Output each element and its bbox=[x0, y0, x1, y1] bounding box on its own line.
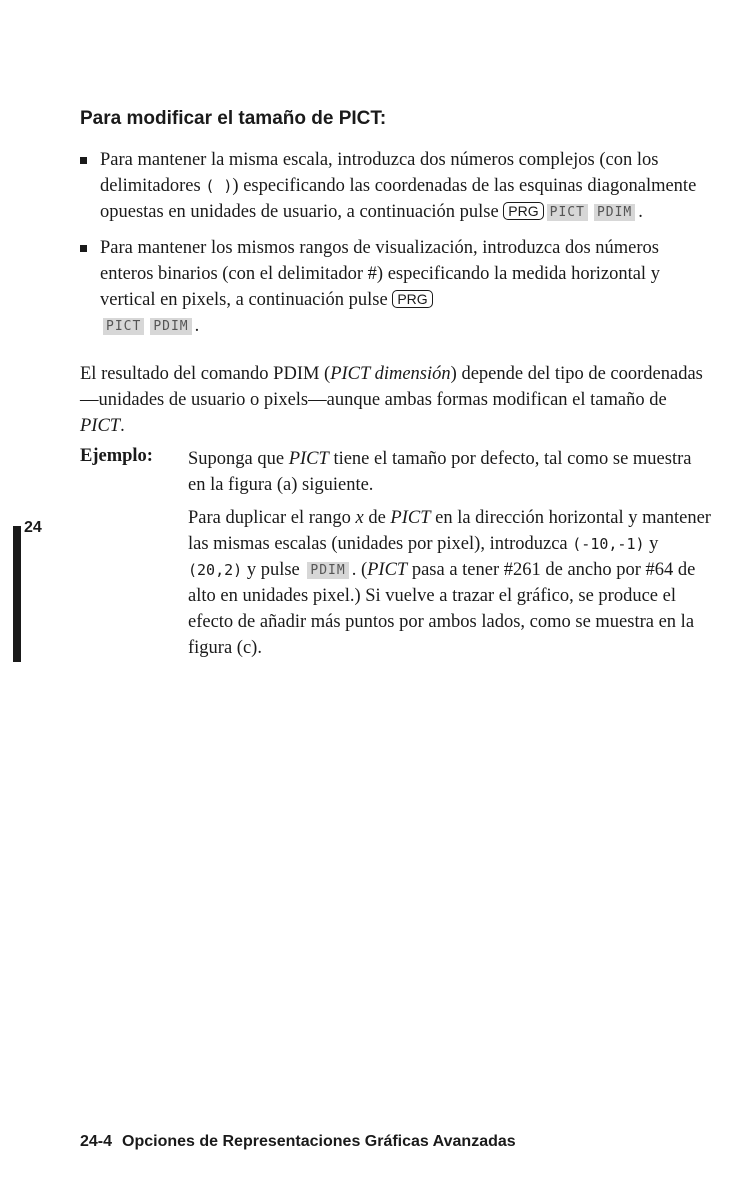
bullet-list bbox=[80, 147, 710, 349]
chapter-number: 24 bbox=[24, 519, 42, 536]
bullet-text: Para mantener la misma escala, introduzca dos números complejos (con los delimitadores bbox=[100, 150, 659, 196]
example-label: Ejemplo: bbox=[80, 446, 153, 466]
result-paragraph: El resultado del comando PDIM (PICT dimensión) depende del tipo de coordenadas—unidades de usuario o pixels—aunque ambas formas modifican el tamaño de PICT. bbox=[80, 364, 703, 436]
pdim-softkey: PDIM bbox=[594, 204, 635, 221]
page-footer bbox=[80, 1133, 516, 1151]
complex-number-2: (20,2) bbox=[188, 561, 243, 579]
example-paragraph-1: Suponga que PICT tiene el tamaño por defecto, tal como se muestra en la figura (a) siguiente. bbox=[188, 449, 692, 495]
bullet-icon bbox=[80, 157, 87, 164]
pict-softkey: PICT bbox=[547, 204, 588, 221]
prg-key: PRG bbox=[503, 202, 543, 220]
pdim-softkey: PDIM bbox=[307, 562, 348, 579]
bullet-text: ) especificando las coordenadas de las esquinas diagonalmente opuestas en unidades de usuario, a continuación pulse bbox=[100, 176, 697, 222]
pdim-softkey: PDIM bbox=[150, 318, 191, 335]
delimiter-symbol: ( ) bbox=[205, 177, 233, 195]
page-number: 24-4 bbox=[80, 1133, 113, 1150]
section-heading: Para modificar el tamaño de PICT: bbox=[80, 108, 387, 129]
bullet-icon bbox=[80, 245, 87, 252]
list-item: Para mantener los mismos rangos de visualización, introduzca dos números enteros binarios (con el delimitador #) especificando la medida horizontal y vertical en pixels, a continuación pulse PRG PICT PDIM . bbox=[80, 235, 710, 339]
chapter-tab-bar bbox=[13, 526, 21, 662]
list-item: Para mantener la misma escala, introduzca dos números complejos (con los delimitadores ( )) especificando las coordenadas de las esquinas diagonalmente opuestas en unidades de usuario, a continuación pulse PRG PICT PDIM . bbox=[80, 147, 710, 225]
complex-number-1: (-10,-1) bbox=[572, 535, 645, 553]
example-paragraph-2: Para duplicar el rango x de PICT en la dirección horizontal y mantener las mismas escalas (unidades por pixel), introduzca (-10,-1) y (20,2) y pulse PDIM . (PICT pasa a tener #261 de ancho por #64 de alto en unidades pixel.) Si vuelve a trazar el gráfico, se produce el efecto de añadir más puntos por ambos lados, como se muestra en la figura (c). bbox=[188, 508, 711, 658]
pict-softkey: PICT bbox=[103, 318, 144, 335]
bullet-text: Para mantener los mismos rangos de visualización, introduzca dos números enteros binarios (con el delimitador #) especificando la medida horizontal y vertical en pixels, a continuación pulse bbox=[100, 238, 660, 310]
footer-title: Opciones de Representaciones Gráficas Avanzadas bbox=[122, 1133, 516, 1150]
prg-key: PRG bbox=[392, 290, 432, 308]
